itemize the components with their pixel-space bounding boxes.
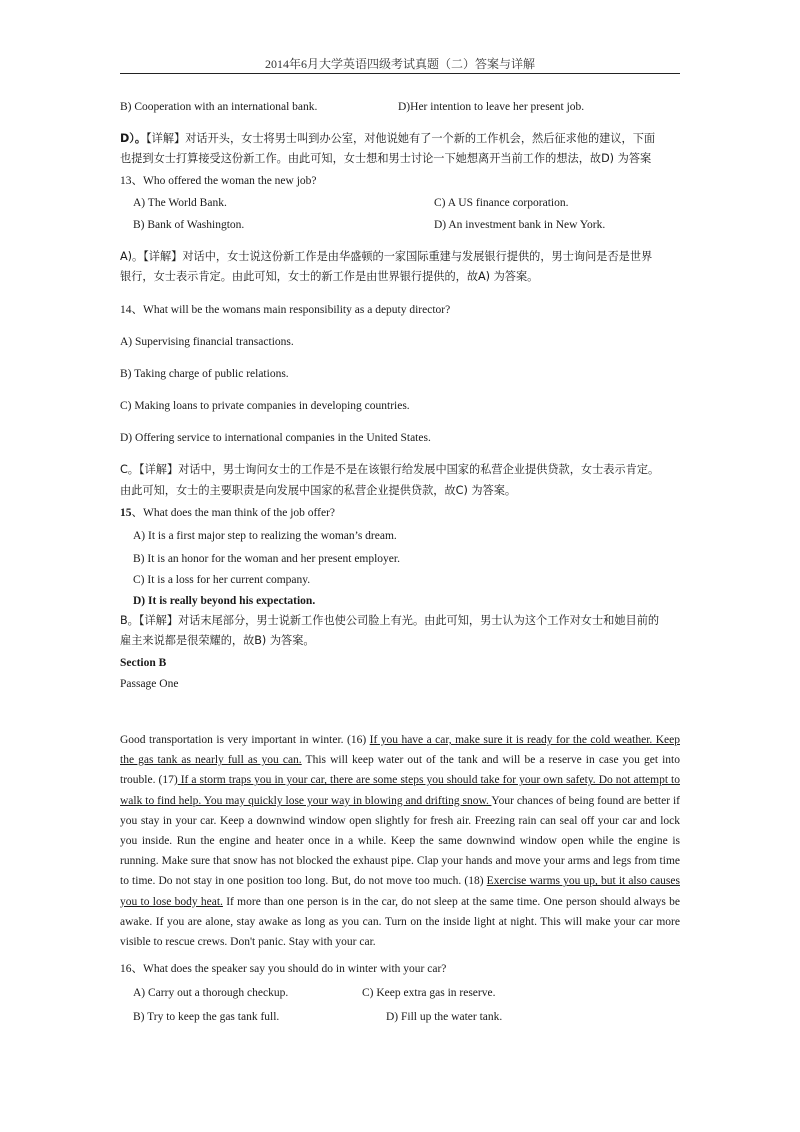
q14-option-a: A) Supervising financial transactions.: [120, 336, 294, 348]
header-divider: [120, 73, 680, 74]
q15-option-a: A) It is a first major step to realizing the woman’s dream.: [133, 530, 397, 542]
q14-option-d: D) Offering service to international companies in the United States.: [120, 432, 431, 444]
q12-answer-letter: D）。: [120, 132, 147, 145]
q13-option-c: C) A US finance corporation.: [434, 197, 569, 209]
q14-option-c: C) Making loans to private companies in developing countries.: [120, 400, 410, 412]
q13-answer-line1: A)。【详解】对话中，女士说这份新工作是由华盛顿的一家国际重建与发展银行提供的，男士询问是否是世界: [120, 250, 653, 263]
answer-18-underline: Exercise warms you up, but it also causes you to lose body heat.: [120, 875, 680, 908]
q15-option-b: B) It is an honor for the woman and her present employer.: [133, 553, 400, 565]
q13-option-a: A) The World Bank.: [133, 197, 227, 209]
q12-option-b: B) Cooperation with an international bank.: [120, 101, 318, 113]
q13-option-d: D) An investment bank in New York.: [434, 219, 606, 231]
q16-question: 16、What does the speaker say you should do in winter with your car?: [120, 963, 447, 975]
answer-16-underline: If you have a car, make sure it is ready for the cold weather. Keep the gas tank as nearly full as you can.: [120, 734, 680, 767]
q15-option-d-answer: D) It is really beyond his expectation.: [133, 595, 316, 607]
q14-answer-line1: C。【详解】对话中，男士询问女士的工作是不是在该银行给发展中国家的私营企业提供贷款，女士表示肯定。: [120, 463, 660, 476]
q12-option-d: D)Her intention to leave her present job.: [398, 101, 585, 113]
q13-option-b: B) Bank of Washington.: [133, 219, 245, 231]
q15-answer-line2: 雇主来说都是很荣耀的，故B) 为答案。: [120, 634, 315, 647]
q12-answer-line1: D）。【详解】对话开头，女士将男士叫到办公室，对他说她有了一个新的工作机会，然后征求他的建议，下面: [120, 132, 656, 145]
q16-option-c: C) Keep extra gas in reserve.: [362, 987, 496, 999]
q14-question: 14、What will be the womans main responsibility as a deputy director?: [120, 304, 451, 316]
q13-answer-line2: 银行，女士表示肯定。由此可知，女士的新工作是由世界银行提供的，故A) 为答案。: [120, 270, 539, 283]
answer-17-underline: If a storm traps you in your car, there are some steps you should take for your own safety. Do not attempt to walk to find help. You may quickly lose your way in blowing and drifting snow.: [120, 774, 680, 807]
q16-option-b: B) Try to keep the gas tank full.: [133, 1011, 280, 1023]
passage-one-text: Good transportation is very important in winter. (16) If you have a car, make sure it is ready for the cold weather. Keep the gas tank as nearly full as you can. This will keep water out of the tank and will be a reserve in case you get into trouble. (17) If a storm traps you in your car, there are some steps you should take for your own safety. Do not attempt to walk to find help. You may quickly lose your way in blowing and drifting snow. Your chances of being found are better if you stay in your car. Keep a downwind window open slightly for fresh air. Freezing rain can seal off your car and lock you inside. Run the engine and heater once in a while. Keep the same downwind window open while the engine is running. Make sure that snow has not blocked the exhaust pipe. Clap your hands and move your arms and legs from time to time. Do not stay in one position too long. But, do not move too much. (18) Exercise warms you up, but it also causes you to lose body heat. If more than one person is in the car, do not sleep at the same time. One person should always be awake. If you are alone, stay awake as long as you can. Turn on the inside light at night. This will make your car more visible to rescue crews. Don't panic. Stay with your car.: [120, 734, 681, 949]
q13-question: 13、Who offered the woman the new job?: [120, 175, 317, 187]
q12-answer-line2: 也提到女士打算接受这份新工作。由此可知，女士想和男士讨论一下她想离开当前工作的想法，故D) 为答案: [120, 152, 652, 165]
q14-answer-line2: 由此可知，女士的主要职责是向发展中国家的私营企业提供贷款，故C) 为答案。: [120, 484, 517, 497]
q15-option-c: C) It is a loss for her current company.: [133, 574, 311, 586]
passage-subtitle: Passage One: [120, 678, 179, 690]
q15-answer-line1: B。【详解】对话末尾部分，男士说新工作也使公司脸上有光。由此可知，男士认为这个工作对女士和她目前的: [120, 614, 660, 627]
q15-question: 15、What does the man think of the job offer?: [120, 507, 336, 519]
q16-option-a: A) Carry out a thorough checkup.: [133, 987, 289, 999]
page-header-title: 2014年6月大学英语四级考试真题（二）答案与详解: [264, 57, 535, 71]
q14-option-b: B) Taking charge of public relations.: [120, 368, 289, 380]
section-title: Section B: [120, 657, 167, 669]
q16-option-d: D) Fill up the water tank.: [386, 1011, 503, 1023]
